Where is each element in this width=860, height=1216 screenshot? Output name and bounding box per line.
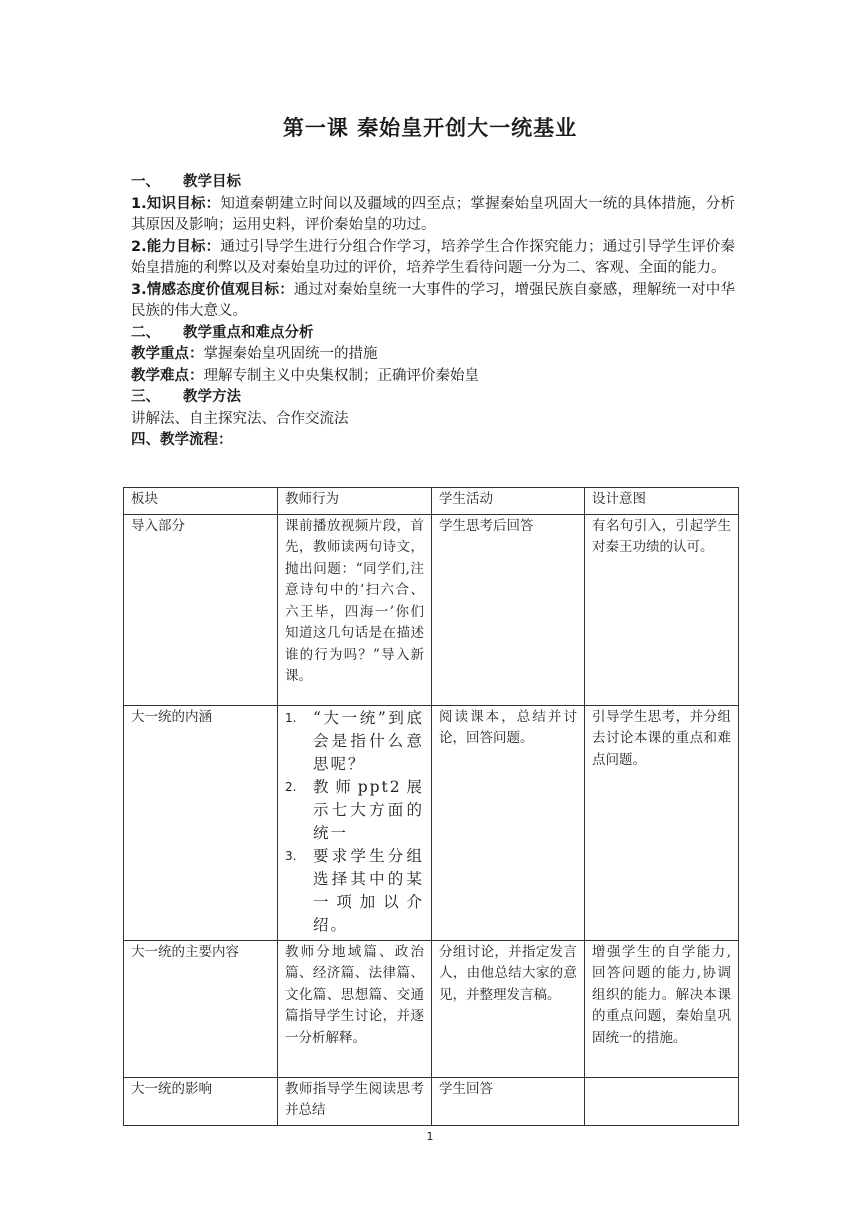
list-item xyxy=(285,776,424,845)
intent-cell: 有名句引入，引起学生对秦王功绩的认可。 xyxy=(585,514,739,705)
flow-heading: 四、教学流程： xyxy=(131,432,233,448)
teacher-cell xyxy=(278,705,432,940)
table-row xyxy=(124,940,739,1077)
table-row xyxy=(124,1077,739,1125)
objective-text: 知道秦朝建立时间以及疆域的四至点；掌握秦始皇巩固大一统的具体措施，分析其原因及影响；运用史料，评价秦始皇的功过。 xyxy=(131,195,735,233)
block-cell: 大一统的影响 xyxy=(124,1077,278,1125)
step-number: 3. xyxy=(285,848,297,863)
key-points-text: 掌握秦始皇巩固统一的措施 xyxy=(203,346,378,362)
student-cell: 学生回答 xyxy=(432,1077,585,1125)
student-cell: 学生思考后回答 xyxy=(432,514,585,705)
section-number: 二、 xyxy=(131,324,160,341)
section-label: 教学重点和难点分析 xyxy=(183,324,314,341)
objective-label: 3.情感态度价值观目标： xyxy=(131,281,294,298)
key-points-label: 教学重点： xyxy=(131,346,204,362)
block-cell: 大一统的内涵 xyxy=(124,705,278,940)
column-header: 设计意图 xyxy=(585,488,739,515)
teacher-cell: 教师分地域篇、政治篇、经济篇、法律篇、文化篇、思想篇、交通篇指导学生讨论，并逐一分析解释。 xyxy=(278,940,432,1077)
step-text: 要求学生分组选择其中的某一项加以介绍。 xyxy=(313,846,424,934)
methods-text: 讲解法、自主探究法、合作交流法 xyxy=(131,410,349,427)
teacher-steps-list xyxy=(285,707,424,937)
step-text: 教师ppt2展示七大方面的统一 xyxy=(313,777,424,842)
list-item xyxy=(285,845,424,937)
page-title: 第一课 秦始皇开创大一统基业 xyxy=(282,116,578,140)
section-label: 教学方法 xyxy=(183,389,241,405)
table-header-row xyxy=(124,488,739,515)
column-header: 板块 xyxy=(124,488,278,515)
step-text: “大一统”到底会是指什么意思呢？ xyxy=(313,708,424,773)
objective-knowledge xyxy=(131,194,735,237)
table-row xyxy=(124,514,739,705)
teacher-cell: 教师指导学生阅读思考并总结 xyxy=(278,1077,432,1125)
table-row xyxy=(124,705,739,940)
teacher-cell: 课前播放视频片段，首先，教师读两句诗文，抛出问题：“同学们,注意诗句中的‘扫六合、六王毕，四海一’你们知道这几句话是在描述谁的行为吗？”导入新课。 xyxy=(278,514,432,705)
section-number: 一、 xyxy=(131,174,160,190)
intent-cell: 增强学生的自学能力,回答问题的能力,协调组织的能力。解决本课的重点问题，秦始皇巩固统一的措施。 xyxy=(585,940,739,1077)
column-header: 学生活动 xyxy=(432,488,585,515)
block-cell: 导入部分 xyxy=(124,514,278,705)
student-cell: 阅读课本，总结并讨论，回答问题。 xyxy=(432,705,585,940)
page-number: 1 xyxy=(426,1130,434,1143)
teaching-flow-table xyxy=(123,487,739,1126)
intent-cell xyxy=(585,1077,739,1125)
document-body xyxy=(131,172,735,452)
section-heading-methods xyxy=(131,387,735,409)
difficult-points-label: 教学难点： xyxy=(131,367,204,384)
objective-label: 2.能力目标： xyxy=(131,238,221,255)
step-number: 2. xyxy=(285,779,297,794)
student-cell: 分组讨论，并指定发言人，由他总结大家的意见，并整理发言稿。 xyxy=(432,940,585,1077)
column-header: 教师行为 xyxy=(278,488,432,515)
step-number: 1. xyxy=(285,710,297,725)
block-cell: 大一统的主要内容 xyxy=(124,940,278,1077)
difficult-points xyxy=(131,366,735,388)
objective-ability xyxy=(131,237,735,280)
intent-cell: 引导学生思考，并分组去讨论本课的重点和难点问题。 xyxy=(585,705,739,940)
difficult-points-text: 理解专制主义中央集权制；正确评价秦始皇 xyxy=(203,367,479,384)
section-heading-key-points xyxy=(131,323,735,345)
objective-label: 1.知识目标： xyxy=(131,195,221,212)
objective-attitude xyxy=(131,280,735,323)
section-number: 三、 xyxy=(131,389,160,405)
objective-text: 通过引导学生进行分组合作学习，培养学生合作探究能力；通过引导学生评价秦始皇措施的利弊以及对秦始皇功过的评价，培养学生看待问题一分为二、客观、全面的能力。 xyxy=(131,238,735,276)
section-label: 教学目标 xyxy=(183,174,241,190)
list-item xyxy=(285,707,424,776)
key-points xyxy=(131,344,735,366)
section-heading-objectives xyxy=(131,172,735,194)
objective-text: 通过对秦始皇统一大事件的学习，增强民族自豪感，理解统一对中华民族的伟大意义。 xyxy=(131,281,735,319)
